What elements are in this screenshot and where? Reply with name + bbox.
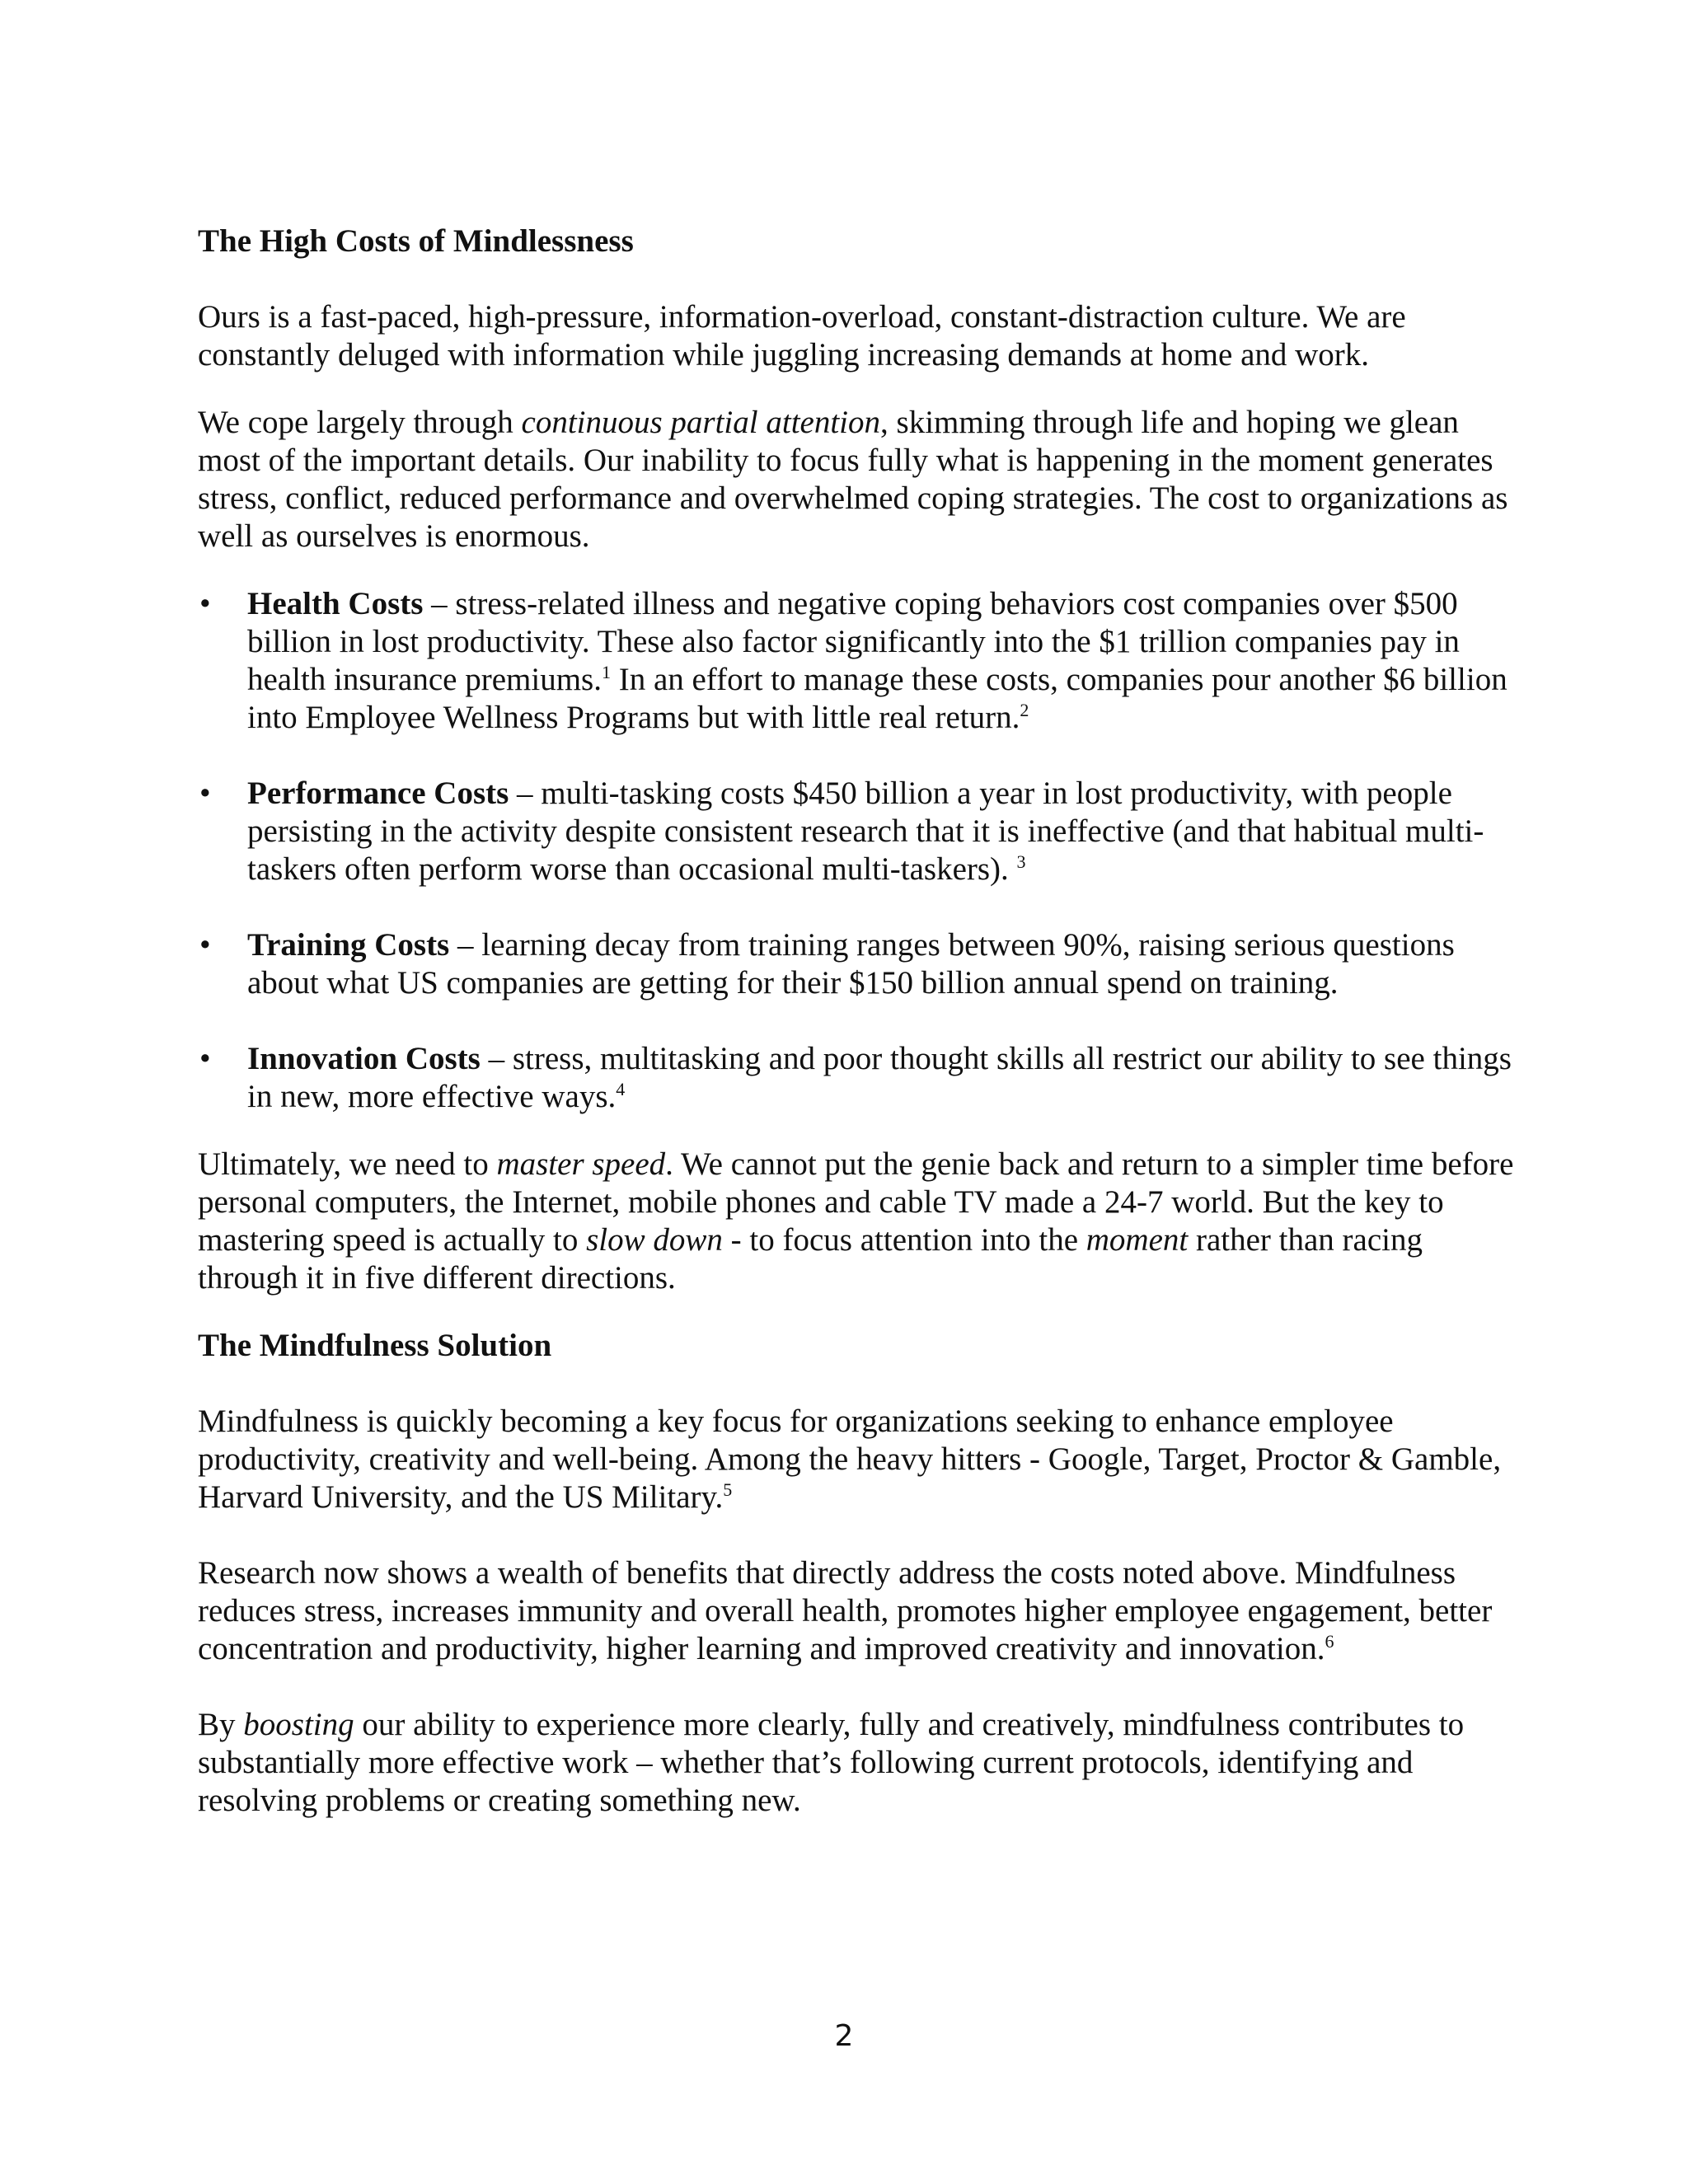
footnote-ref: 5 [723,1479,733,1500]
paragraph-culture: Ours is a fast-paced, high-pressure, information-overload, constant-distraction culture. We are constantly deluged with information while juggling increasing demands at home and work. [198,299,1406,373]
text-run: Research now shows a wealth of benefits that directly address the costs noted above. Mindfulness reduces stress, increases immunity and overall health, promotes higher employee engagement, better concentration and productivity, higher learning and improved creativity and innovation. [198,1555,1493,1666]
bullet-text: – learning decay from training ranges between 90%, raising serious questions about what US companies are getting for their $150 billion annual spend on training. [247,927,1455,1001]
paragraph-master-speed [198,1146,1517,1297]
page-number: 2 [834,2019,854,2053]
bullet-icon: • [199,776,211,811]
bullet-innovation-costs [198,1040,1517,1116]
text-run: Mindfulness is quickly becoming a key focus for organizations seeking to enhance employee productivity, creativity and well-being. Among the heavy hitters - Google, Target, Proctor & Gamble, Harvard University, and the US Military. [198,1404,1502,1515]
costs-bullet-list [198,585,1517,1116]
paragraph-boosting [198,1706,1517,1820]
text-run: rather than racing through it in five different directions. [198,1222,1423,1296]
bullet-text: – stress, multitasking and poor thought skills all restrict our ability to see things in new, more effective ways. [247,1041,1512,1114]
bullet-health-costs [198,585,1517,737]
text-run: Ultimately, we need to [198,1146,497,1182]
italic-term: continuous partial attention [521,405,881,440]
bullet-icon: • [199,1041,211,1076]
text-run: We cope largely through [198,405,522,440]
bullet-icon: • [199,586,211,621]
italic-term: slow down [586,1222,723,1258]
footnote-ref: 6 [1325,1631,1334,1652]
bullet-title: Performance Costs [247,776,509,811]
bullet-text: – stress-related illness and negative coping behaviors cost companies over $500 billion in lost productivity. These also factor significantly into the $1 trillion companies pay in health insurance premiums. [247,586,1460,697]
bullet-title: Health Costs [247,586,424,621]
page-content [198,223,1517,1820]
bullet-performance-costs [198,775,1517,888]
text-run: , skimming through life and hoping we glean most of the important details. Our inability to focus fully what is happening in the moment generates stress, conflict, reduced performance and overwhelmed coping strategies. The cost to organizations as well as ourselves is enormous. [198,405,1508,554]
text-run: - to focus attention into the [722,1222,1086,1258]
paragraph-research-benefits [198,1554,1517,1668]
bullet-text: – multi-tasking costs $450 billion a year in lost productivity, with people persisting in the activity despite consistent research that it is ineffective (and that habitual multi-taskers often perform worse than occasional multi-taskers). [247,776,1484,887]
italic-term: boosting [243,1707,354,1742]
paragraph-partial-attention [198,404,1517,555]
italic-term: moment [1085,1222,1189,1258]
section-heading-mindlessness: The High Costs of Mindlessness [198,223,634,259]
footnote-ref: 3 [1016,851,1026,872]
text-run: By [198,1707,244,1742]
text-run: . We cannot put the genie back and return to a simpler time before personal computers, the Internet, mobile phones and cable TV made a 24-7 world. But the key to mastering speed is actually to [198,1146,1514,1258]
footnote-ref: 2 [1020,700,1029,720]
paragraph-mindfulness-focus [198,1403,1517,1516]
bullet-title: Training Costs [247,927,450,963]
footnote-ref: 4 [616,1079,626,1099]
footnote-ref: 1 [601,662,611,682]
bullet-title: Innovation Costs [247,1041,481,1076]
italic-term: master speed [496,1146,666,1182]
bullet-icon: • [199,927,211,963]
text-run: our ability to experience more clearly, fully and creatively, mindfulness contributes to substantially more effective work – whether that’s following current protocols, identifying and resolving problems or creating something new. [198,1707,1465,1818]
section-heading-mindfulness: The Mindfulness Solution [198,1328,552,1363]
bullet-text: In an effort to manage these costs, companies pour another $6 billion into Employee Wellness Programs but with little real return. [247,662,1507,735]
bullet-training-costs [198,926,1517,1002]
